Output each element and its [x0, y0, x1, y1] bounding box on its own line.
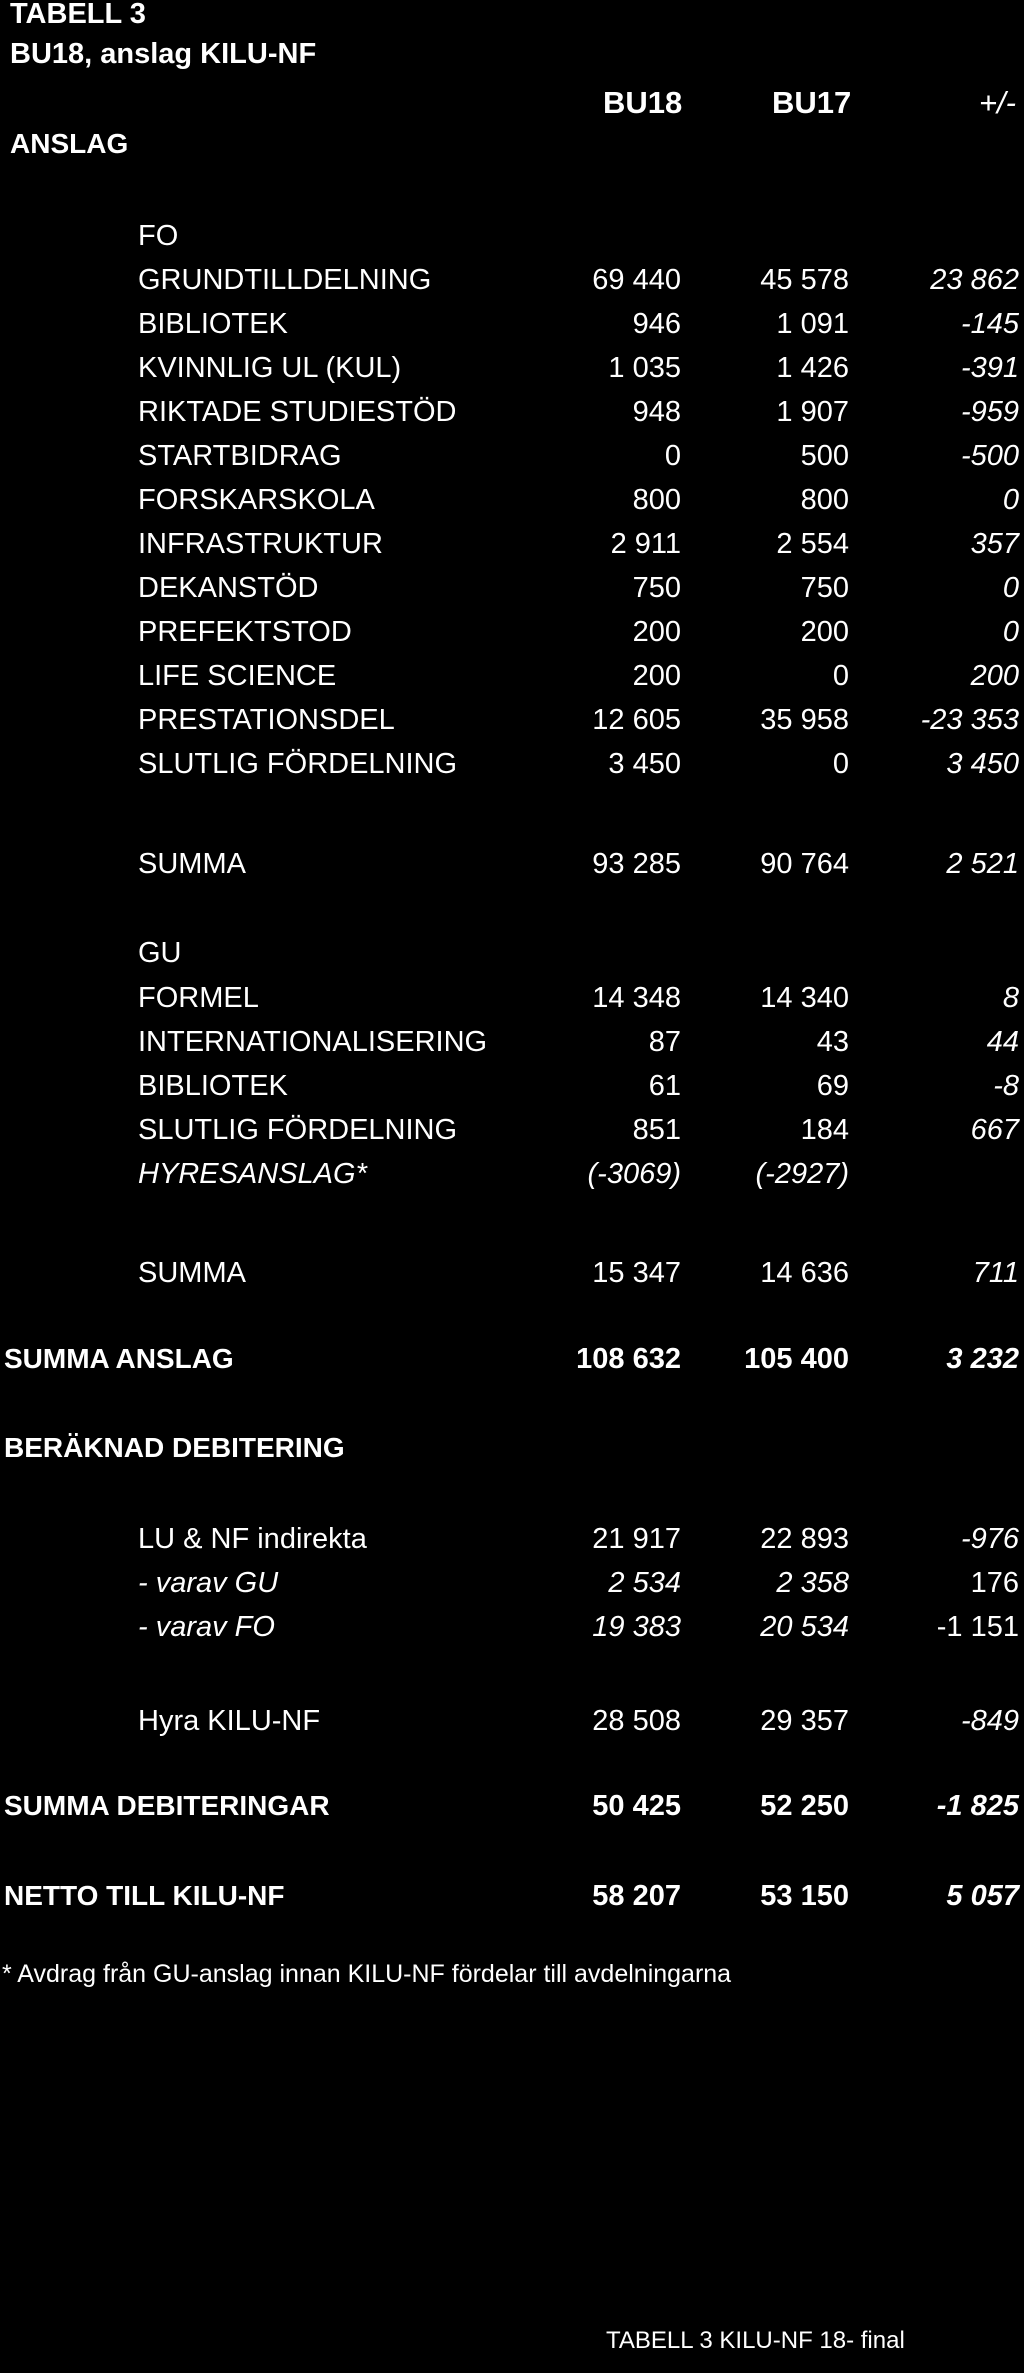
table-row	[0, 982, 1024, 1022]
row-label: FORSKARSKOLA	[138, 484, 375, 516]
bu17-value: 105 400	[744, 1343, 849, 1375]
row-label: BIBLIOTEK	[138, 1070, 288, 1102]
bu17-value: 53 150	[760, 1880, 849, 1912]
fo-heading: FO	[138, 220, 179, 252]
fo-sum-row	[0, 848, 1024, 888]
diff-value: 44	[986, 1026, 1019, 1058]
bu18-value: 14 348	[592, 982, 681, 1014]
table-row	[0, 1026, 1024, 1066]
diff-value: 3 232	[946, 1343, 1019, 1375]
column-header-bu18: BU18	[603, 85, 683, 120]
bu17-value: 43	[816, 1026, 849, 1058]
bu18-value: 1 035	[608, 352, 681, 384]
diff-value: 176	[970, 1567, 1019, 1599]
table-row	[0, 1567, 1024, 1607]
bu18-value: 800	[632, 484, 681, 516]
diff-value: -8	[993, 1070, 1019, 1102]
row-label: STARTBIDRAG	[138, 440, 342, 472]
bu18-value: 2 911	[610, 528, 681, 560]
diff-value: -391	[960, 352, 1019, 384]
bu18-value: 851	[632, 1114, 681, 1146]
bu18-value: 948	[632, 396, 681, 428]
table-row	[0, 484, 1024, 524]
table-row	[0, 704, 1024, 744]
diff-value: 357	[970, 528, 1019, 560]
diff-value: 2 521	[946, 848, 1019, 880]
row-label: - varav GU	[138, 1567, 279, 1599]
diff-value: -1 825	[936, 1790, 1019, 1822]
table-row	[0, 1114, 1024, 1154]
bu18-value: 108 632	[576, 1343, 681, 1375]
bu18-value: 2 534	[608, 1567, 681, 1599]
summa-debiteringar-row	[0, 1790, 1024, 1830]
page-footer: TABELL 3 KILU-NF 18- final	[606, 2327, 905, 2354]
diff-value: 200	[970, 660, 1019, 692]
bu17-value: 750	[800, 572, 849, 604]
table-row	[0, 352, 1024, 392]
column-header-diff: +/-	[978, 85, 1016, 120]
bu18-value: 200	[632, 660, 681, 692]
column-header-bu17: BU17	[772, 85, 852, 120]
row-label: DEKANSTÖD	[138, 572, 319, 604]
row-label: SUMMA DEBITERINGAR	[4, 1790, 330, 1821]
bu17-value: 0	[832, 660, 849, 692]
bu17-value: 800	[800, 484, 849, 516]
bu18-value: 946	[632, 308, 681, 340]
diff-value: -1 151	[936, 1611, 1019, 1643]
row-label: SUMMA ANSLAG	[4, 1343, 234, 1374]
bu18-value: 15 347	[592, 1257, 681, 1289]
row-label: INFRASTRUKTUR	[138, 528, 383, 560]
summa-anslag-row	[0, 1343, 1024, 1383]
table-row	[0, 440, 1024, 480]
bu17-value: 29 357	[760, 1705, 849, 1737]
row-label: KVINNLIG UL (KUL)	[138, 352, 402, 384]
bu17-value: 2 554	[776, 528, 849, 560]
netto-row	[0, 1880, 1024, 1920]
bu18-value: 3 450	[608, 748, 681, 780]
bu18-value: 12 605	[592, 704, 681, 736]
diff-value: 0	[1002, 572, 1019, 604]
diff-value: 0	[1002, 484, 1019, 516]
row-label: FORMEL	[138, 982, 259, 1014]
bu17-value: 35 958	[760, 704, 849, 736]
bu18-value: 69 440	[592, 264, 681, 296]
bu18-value: 58 207	[592, 1880, 681, 1912]
row-label: SLUTLIG FÖRDELNING	[138, 1114, 458, 1146]
bu18-value: 61	[648, 1070, 681, 1102]
bu18-value: 19 383	[592, 1611, 681, 1643]
bu17-value: 184	[800, 1114, 849, 1146]
table-row	[0, 1070, 1024, 1110]
table-row	[0, 264, 1024, 304]
bu17-value: 90 764	[760, 848, 849, 880]
row-label: LIFE SCIENCE	[138, 660, 337, 692]
bu18-value: 200	[632, 616, 681, 648]
gu-heading: GU	[138, 937, 182, 969]
diff-value: 667	[970, 1114, 1019, 1146]
bu17-value: 1 091	[776, 308, 849, 340]
table-row	[0, 748, 1024, 788]
table-row	[0, 572, 1024, 612]
table-subtitle: BU18, anslag KILU-NF	[10, 38, 317, 70]
bu17-value: 1 426	[776, 352, 849, 384]
table-row	[0, 396, 1024, 436]
bu18-value: 28 508	[592, 1705, 681, 1737]
bu17-value: 22 893	[760, 1523, 849, 1555]
bu17-value: 500	[800, 440, 849, 472]
bu17-value: 1 907	[776, 396, 849, 428]
bu17-value: 14 636	[760, 1257, 849, 1289]
bu18-value: 21 917	[592, 1523, 681, 1555]
bu18-value: 0	[664, 440, 681, 472]
row-label: SUMMA	[138, 1257, 246, 1289]
table-row	[0, 528, 1024, 568]
debitering-heading: BERÄKNAD DEBITERING	[4, 1432, 345, 1463]
bu17-value: 200	[800, 616, 849, 648]
bu17-value: 0	[832, 748, 849, 780]
gu-sum-row	[0, 1257, 1024, 1297]
table-row	[0, 308, 1024, 348]
diff-value: 3 450	[946, 748, 1019, 780]
diff-value: 8	[1002, 982, 1019, 1014]
diff-value: -976	[960, 1523, 1019, 1555]
section-anslag: ANSLAG	[10, 128, 129, 159]
row-label: BIBLIOTEK	[138, 308, 288, 340]
bu18-value: (-3069)	[587, 1158, 681, 1190]
row-label: RIKTADE STUDIESTÖD	[138, 396, 457, 428]
table-title: TABELL 3	[10, 0, 146, 30]
diff-value: 711	[972, 1257, 1019, 1289]
row-label: HYRESANSLAG*	[138, 1158, 367, 1190]
row-label: NETTO TILL KILU-NF	[4, 1880, 285, 1911]
row-label: Hyra KILU-NF	[138, 1705, 321, 1737]
bu17-value: 2 358	[776, 1567, 849, 1599]
row-label: - varav FO	[138, 1611, 275, 1643]
bu18-value: 87	[648, 1026, 681, 1058]
row-label: PRESTATIONSDEL	[138, 704, 395, 736]
table-row	[0, 616, 1024, 656]
bu17-value: 14 340	[760, 982, 849, 1014]
diff-value: -959	[960, 396, 1019, 428]
bu17-value: (-2927)	[755, 1158, 849, 1190]
bu18-value: 93 285	[592, 848, 681, 880]
row-label: LU & NF indirekta	[138, 1523, 367, 1555]
diff-value: -23 353	[920, 704, 1019, 736]
row-label: INTERNATIONALISERING	[138, 1026, 488, 1058]
row-label: PREFEKTSTOD	[138, 616, 352, 648]
table-row	[0, 660, 1024, 700]
diff-value: -500	[960, 440, 1019, 472]
footnote: * Avdrag från GU-anslag innan KILU-NF fördelar till avdelningarna	[2, 1960, 732, 1988]
bu18-value: 50 425	[592, 1790, 681, 1822]
bu17-value: 69	[816, 1070, 849, 1102]
bu17-value: 45 578	[760, 264, 849, 296]
bu17-value: 52 250	[760, 1790, 849, 1822]
table-row	[0, 1523, 1024, 1563]
diff-value: 23 862	[930, 264, 1019, 296]
bu17-value: 20 534	[760, 1611, 849, 1643]
table-row	[0, 1705, 1024, 1745]
diff-value: 0	[1002, 616, 1019, 648]
diff-value: -145	[960, 308, 1019, 340]
diff-value: 5 057	[946, 1880, 1019, 1912]
row-label: GRUNDTILLDELNING	[138, 264, 432, 296]
row-label: SUMMA	[138, 848, 246, 880]
hyresanslag-row	[0, 1158, 1024, 1198]
row-label: SLUTLIG FÖRDELNING	[138, 748, 458, 780]
table-row	[0, 1611, 1024, 1651]
diff-value: -849	[960, 1705, 1019, 1737]
bu18-value: 750	[632, 572, 681, 604]
